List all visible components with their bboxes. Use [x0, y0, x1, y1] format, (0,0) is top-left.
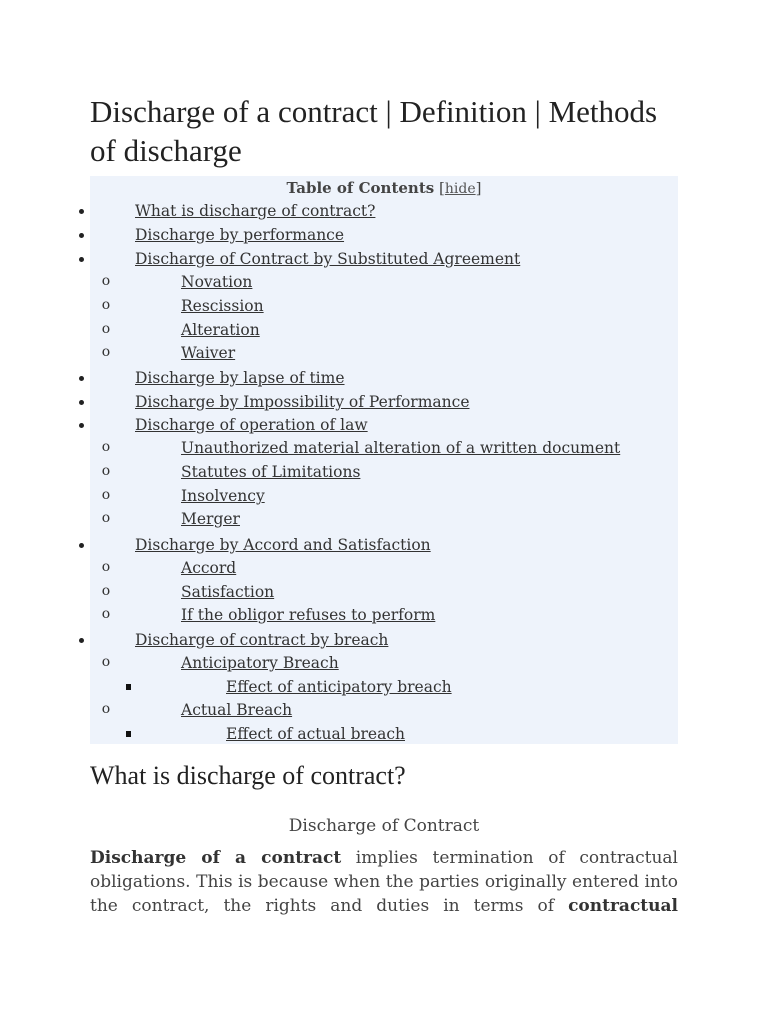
toc-link[interactable]: Discharge by Accord and Satisfaction	[135, 536, 431, 554]
toc-bullet-icon	[100, 319, 112, 341]
toc-bullet-icon	[76, 414, 88, 436]
toc-item	[90, 248, 690, 270]
toc-item	[90, 676, 690, 698]
toc-link[interactable]: Rescission	[181, 297, 264, 315]
toc-link[interactable]: Discharge by lapse of time	[135, 369, 345, 387]
toc-bullet-icon	[100, 508, 112, 530]
toc-link[interactable]: What is discharge of contract?	[135, 202, 376, 220]
toc-bullet-icon	[100, 437, 112, 459]
toc-link[interactable]: If the obligor refuses to perform	[181, 606, 436, 624]
toc-bullet-icon	[100, 342, 112, 364]
toc-bullet-icon	[76, 629, 88, 651]
toc-hide-bracket-open: [	[439, 179, 445, 197]
toc-link[interactable]: Novation	[181, 273, 253, 291]
toc-bullet-icon	[100, 461, 112, 483]
toc-bullet-icon	[100, 557, 112, 579]
toc-link[interactable]: Merger	[181, 510, 240, 528]
toc-item	[90, 391, 690, 413]
toc-bullet-icon	[100, 699, 112, 721]
toc-item	[90, 461, 690, 483]
toc-item	[90, 557, 690, 579]
table-of-contents	[90, 176, 678, 744]
toc-item	[90, 200, 690, 222]
toc-link[interactable]: Satisfaction	[181, 583, 275, 601]
toc-item	[90, 723, 690, 745]
toc-item	[90, 414, 690, 436]
toc-link[interactable]: Accord	[181, 559, 237, 577]
toc-item	[90, 604, 690, 626]
body-paragraph	[90, 846, 678, 918]
toc-bullet-icon	[100, 581, 112, 603]
page-title: Discharge of a contract | Definition | Methods of discharge	[90, 94, 658, 168]
toc-link[interactable]: Discharge of contract by breach	[135, 631, 389, 649]
toc-link[interactable]: Statutes of Limitations	[181, 463, 361, 481]
toc-item	[90, 699, 690, 721]
toc-bullet-icon	[100, 295, 112, 317]
body-bold-term: Discharge of a contract	[90, 848, 342, 868]
toc-item	[90, 342, 690, 364]
toc-link[interactable]: Unauthorized material alteration of a written document	[181, 439, 621, 457]
toc-bullet-icon	[76, 248, 88, 270]
toc-bullet-icon	[100, 652, 112, 674]
toc-item	[90, 437, 690, 459]
toc-item	[90, 319, 690, 341]
image-caption: Discharge of Contract	[288, 816, 480, 836]
toc-bullet-icon	[76, 200, 88, 222]
toc-item	[90, 485, 690, 507]
toc-link[interactable]: Alteration	[181, 321, 260, 339]
toc-item	[90, 534, 690, 556]
toc-title: Table of Contents	[286, 179, 435, 197]
toc-item	[90, 224, 690, 246]
toc-bullet-icon	[123, 676, 135, 698]
toc-hide-link[interactable]: hide	[444, 181, 476, 197]
toc-bullet-icon	[100, 604, 112, 626]
toc-item	[90, 652, 690, 674]
toc-item	[90, 581, 690, 603]
toc-bullet-icon	[76, 367, 88, 389]
section-heading: What is discharge of contract?	[90, 761, 406, 790]
toc-link[interactable]: Insolvency	[181, 487, 265, 505]
toc-link[interactable]: Discharge by performance	[135, 226, 345, 244]
toc-link[interactable]: Waiver	[181, 344, 236, 362]
toc-link[interactable]: Discharge of Contract by Substituted Agreement	[135, 250, 521, 268]
toc-bullet-icon	[76, 534, 88, 556]
toc-link[interactable]: Discharge by Impossibility of Performance	[135, 393, 470, 411]
toc-item	[90, 295, 690, 317]
toc-hide-bracket-close: ]	[475, 179, 482, 197]
toc-header	[90, 176, 678, 201]
toc-link[interactable]: Actual Breach	[181, 701, 293, 719]
toc-bullet-icon	[100, 271, 112, 293]
toc-link[interactable]: Discharge of operation of law	[135, 416, 368, 434]
toc-bullet-icon	[76, 224, 88, 246]
toc-link[interactable]: Anticipatory Breach	[181, 654, 339, 672]
toc-link[interactable]: Effect of actual breach	[226, 725, 405, 743]
toc-bullet-icon	[123, 723, 135, 745]
toc-bullet-icon	[76, 391, 88, 413]
toc-item	[90, 367, 690, 389]
toc-item	[90, 508, 690, 530]
body-text: implies termination of contractual obligations. This is because when the parties originally entered into the contract, the rights and duties in terms of	[90, 848, 678, 916]
toc-item	[90, 271, 690, 293]
body-bold-tail: contractual	[568, 896, 678, 916]
toc-link[interactable]: Effect of anticipatory breach	[226, 678, 452, 696]
toc-bullet-icon	[100, 485, 112, 507]
toc-item	[90, 629, 690, 651]
